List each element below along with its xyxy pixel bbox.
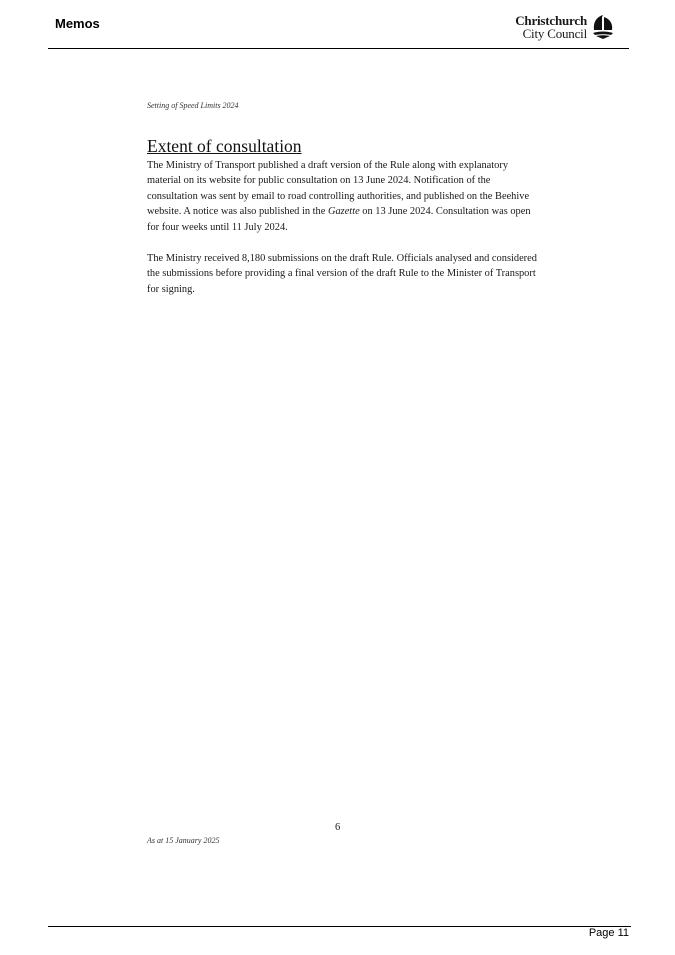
section-heading: Extent of consultation [147, 136, 302, 156]
header-rule [48, 48, 629, 49]
paragraph-1-text-a: The Ministry of Transport published a draft version of the Rule along with explanatory material on its website for public consultation on 13 June 2024. Notification of the consultation was sent by email to road controlling authorities, and published on the Beehive website. A notice was also published in the [147, 160, 530, 218]
header-title: Memos [55, 16, 100, 31]
paragraph-2: The Ministry received 8,180 submissions on the draft Rule. Officials analysed and considered the submissions before providing a final version of the draft Rule to the Minister of Transport for signing. [147, 253, 537, 295]
footer-rule [48, 926, 631, 927]
as-at-date: As at 15 January 2025 [147, 836, 220, 845]
paragraph-1 [147, 158, 542, 235]
cathedral-leaf-icon [591, 14, 615, 40]
paragraph-1-italic: Gazette [327, 206, 360, 218]
paragraph-1-text-b: on 13 June 2024. Consultation was open for four weeks until 11 July 2024. [147, 206, 531, 233]
logo-line2: City Council [522, 26, 587, 41]
document-page-number: 6 [335, 822, 341, 833]
council-logo [515, 14, 615, 40]
footer-page-label: Page 11 [588, 927, 629, 939]
running-title: Setting of Speed Limits 2024 [147, 101, 239, 110]
logo-line1: Christchurch [515, 13, 587, 28]
logo-text [515, 14, 587, 40]
